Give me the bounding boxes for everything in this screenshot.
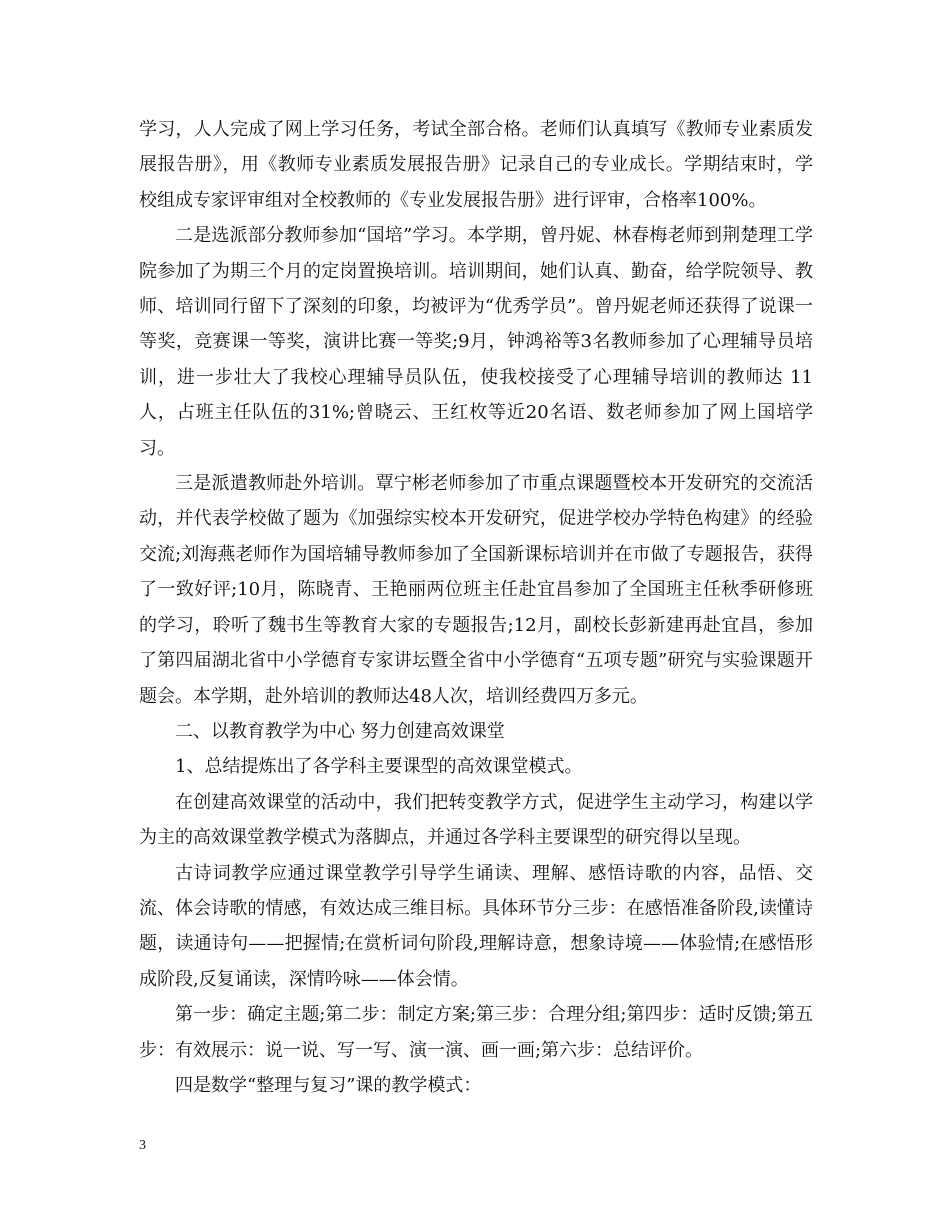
- paragraph-guopei-training: 二是选派部分教师参加“国培”学习。本学期，曾丹妮、林春梅老师到荆楚理工学院参加了为期三个月的定岗置换培训。培训期间，她们认真、勤奋，给学院领导、教师、培训同行留下了深刻的印象，均被评为“优秀学员”。曾丹妮老师还获得了说课一等奖，竞赛课一等奖，演讲比赛一等奖;9月，钟鸿裕等3名教师参加了心理辅导员培训，进一步壮大了我校心理辅导员队伍，使我校接受了心理辅导培训的教师达 11人，占班主任队伍的31%;曾晓云、王红枚等近20名语、数老师参加了网上国培学习。: [139, 225, 813, 459]
- paragraph-efficient-classroom: 在创建高效课堂的活动中，我们把转变教学方式，促进学生主动学习，构建以学为主的高效课堂教学模式为落脚点，并通过各学科主要课型的研究得以呈现。: [139, 791, 813, 849]
- paragraph-steps: 第一步：确定主题;第二步：制定方案;第三步：合理分组;第四步：适时反馈;第五步：有效展示：说一说、写一写、演一演、画一画;第六步：总结评价。: [139, 1004, 813, 1061]
- paragraph-poetry-teaching: 古诗词教学应通过课堂教学引导学生诵读、理解、感悟诗歌的内容，品悟、交流、体会诗歌的情感，有效达成三维目标。具体环节分三步：在感悟准备阶段,读懂诗题，读通诗句——把握情;在赏析词句阶段,理解诗意，想象诗境——体验情;在感悟形成阶段,反复诵读，深情吟咏——体会情。: [139, 862, 813, 990]
- paragraph-external-training: 三是派遣教师赴外培训。覃宁彬老师参加了市重点课题暨校本开发研究的交流活动，并代表学校做了题为《加强综实校本开发研究，促进学校办学特色构建》的经验交流;刘海燕老师作为国培辅导教师参加了全国新课标培训并在市做了专题报告，获得了一致好评;10月，陈晓青、王艳丽两位班主任赴宜昌参加了全国班主任秋季研修班的学习，聆听了魏书生等教育大家的专题报告;12月，副校长彭新建再赴宜昌，参加了第四届湖北省中小学德育专家讲坛暨全省中小学德育“五项专题”研究与实验课题开题会。本学期，赴外培训的教师达48人次，培训经费四万多元。: [139, 473, 813, 707]
- section-heading: 二、以教育教学为中心 努力创建高效课堂: [175, 720, 505, 742]
- subsection-heading: 1、总结提炼出了各学科主要课型的高效课堂模式。: [175, 756, 583, 778]
- paragraph-math-review: 四是数学“整理与复习”课的教学模式：: [175, 1074, 482, 1096]
- paragraph-continuation: 学习，人人完成了网上学习任务，考试全部合格。老师们认真填写《教师专业素质发展报告册》，用《教师专业素质发展报告册》记录自己的专业成长。学期结束时，学校组成专家评审组对全校教师的《专业发展报告册》进行评审，合格率100%。: [139, 119, 813, 211]
- document-body: [139, 112, 813, 1103]
- page-number: 3: [139, 1138, 146, 1153]
